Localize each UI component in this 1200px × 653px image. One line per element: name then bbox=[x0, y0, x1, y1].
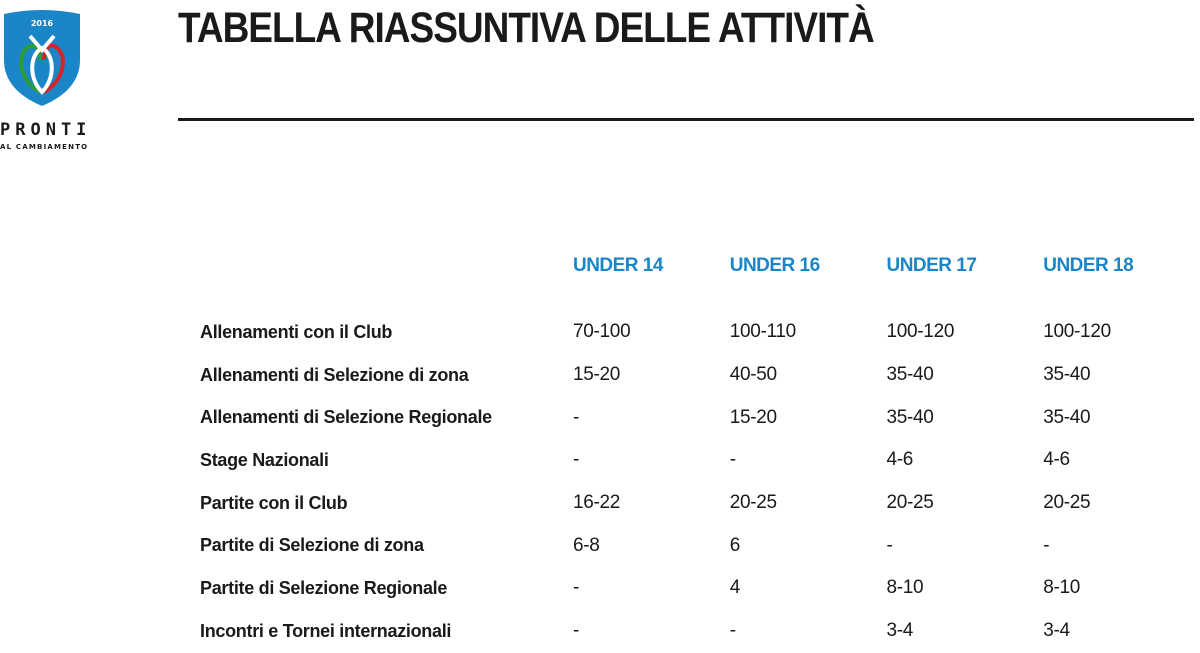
table-row bbox=[200, 482, 1200, 525]
row-label: Partite con il Club bbox=[200, 492, 348, 513]
column-header-under16: UNDER 16 bbox=[729, 255, 820, 276]
table-row bbox=[200, 439, 1200, 482]
cell-value: 16-22 bbox=[572, 492, 621, 514]
cell-value: - bbox=[572, 577, 579, 599]
cell-value: 4 bbox=[729, 577, 740, 599]
cell-value: 100-110 bbox=[729, 321, 796, 343]
cell-value: 35-40 bbox=[886, 406, 934, 428]
row-label: Partite di Selezione Regionale bbox=[200, 577, 448, 598]
column-header-under17: UNDER 17 bbox=[886, 255, 977, 276]
row-label: Allenamenti di Selezione di zona bbox=[200, 364, 469, 385]
cell-value: 20-25 bbox=[886, 492, 934, 514]
cell-value: 6-8 bbox=[572, 534, 600, 556]
cell-value: 15-20 bbox=[572, 364, 621, 386]
cell-value: 35-40 bbox=[1043, 364, 1091, 386]
table-row bbox=[200, 311, 1200, 354]
cell-value: 15-20 bbox=[729, 406, 777, 428]
cell-value: - bbox=[886, 534, 893, 556]
empty-header-cell bbox=[200, 246, 573, 286]
table-row bbox=[200, 567, 1200, 610]
cell-value: 6 bbox=[729, 534, 740, 556]
cell-value: - bbox=[1043, 534, 1050, 556]
cell-value: - bbox=[572, 406, 579, 428]
row-label: Incontri e Tornei internazionali bbox=[200, 620, 452, 641]
row-label: Stage Nazionali bbox=[200, 449, 329, 470]
activity-summary-table bbox=[200, 246, 1200, 653]
cell-value: - bbox=[572, 449, 579, 471]
cell-value: - bbox=[729, 449, 736, 471]
logo bbox=[0, 8, 92, 151]
logo-tagline: AL CAMBIAMENTO bbox=[0, 143, 89, 151]
table-header-row bbox=[200, 246, 1200, 286]
logo-year: 2016 bbox=[30, 19, 54, 28]
cell-value: - bbox=[729, 620, 736, 642]
cell-value: 100-120 bbox=[1043, 321, 1111, 343]
cell-value: 8-10 bbox=[1043, 577, 1081, 599]
cell-value: 20-25 bbox=[729, 492, 777, 514]
row-label: Partite di Selezione di zona bbox=[200, 535, 424, 556]
cell-value: 20-25 bbox=[1043, 492, 1091, 514]
cell-value: 100-120 bbox=[886, 321, 955, 343]
cell-value: 8-10 bbox=[886, 577, 924, 599]
column-header-under18: UNDER 18 bbox=[1043, 255, 1134, 276]
cell-value: 35-40 bbox=[886, 364, 934, 386]
title-divider bbox=[178, 118, 1194, 121]
cell-value: 35-40 bbox=[1043, 406, 1091, 428]
table-row bbox=[200, 524, 1200, 567]
cell-value: 3-4 bbox=[886, 620, 914, 642]
shield-icon bbox=[0, 8, 84, 108]
row-label: Allenamenti con il Club bbox=[200, 321, 393, 342]
cell-value: 4-6 bbox=[886, 449, 914, 471]
row-label: Allenamenti di Selezione Regionale bbox=[200, 407, 492, 428]
table-row bbox=[200, 610, 1200, 653]
table-row bbox=[200, 354, 1200, 397]
header-spacer bbox=[200, 286, 1200, 311]
logo-name: PRONTI bbox=[0, 120, 92, 140]
cell-value: 4-6 bbox=[1043, 449, 1070, 471]
cell-value: - bbox=[572, 620, 579, 642]
cell-value: 3-4 bbox=[1043, 620, 1070, 642]
table-row bbox=[200, 396, 1200, 439]
cell-value: 70-100 bbox=[572, 321, 631, 343]
column-header-under14: UNDER 14 bbox=[572, 255, 663, 276]
cell-value: 40-50 bbox=[729, 364, 777, 386]
page-title: TABELLA RIASSUNTIVA DELLE ATTIVITÀ bbox=[178, 4, 874, 52]
